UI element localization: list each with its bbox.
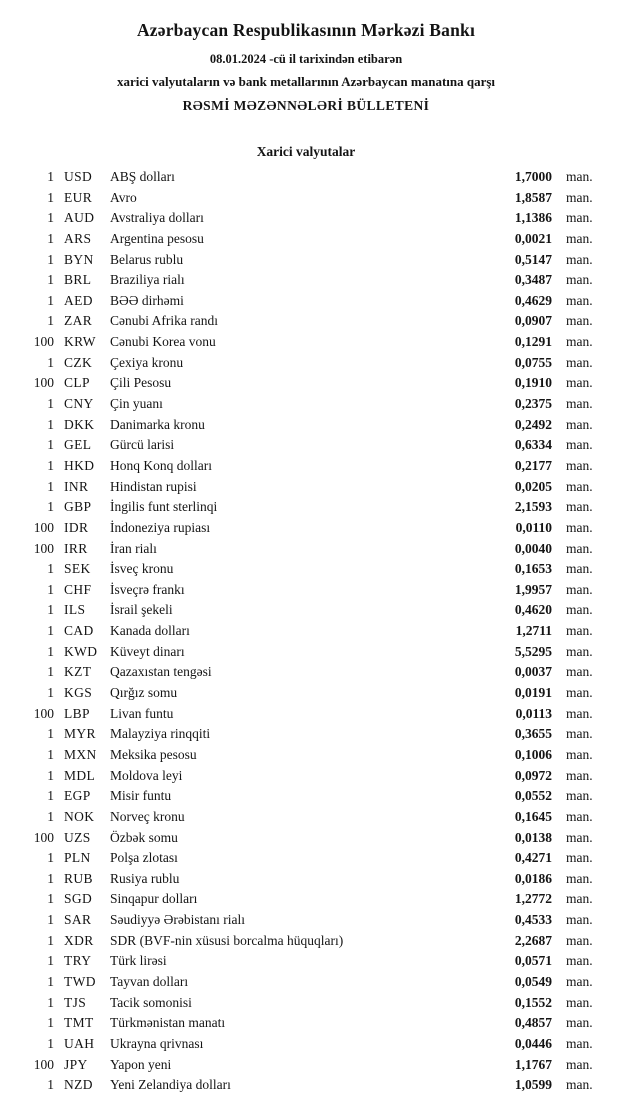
currency-row — [14, 1055, 598, 1076]
currency-row — [14, 786, 598, 807]
row-code: ILS — [64, 602, 86, 618]
currency-row — [14, 539, 598, 560]
currency-row — [14, 662, 598, 683]
row-name: Çexiya kronu — [110, 354, 184, 370]
row-qty: 1 — [47, 788, 54, 804]
row-name: Türkmənistan manatı — [110, 1015, 226, 1031]
currency-row — [14, 683, 598, 704]
row-unit: man. — [566, 623, 593, 639]
row-qty: 100 — [33, 1056, 54, 1072]
currency-row — [14, 869, 598, 890]
row-rate: 0,4629 — [514, 292, 552, 308]
row-qty: 1 — [47, 396, 54, 412]
row-qty: 1 — [47, 664, 54, 680]
row-rate: 0,2177 — [514, 457, 552, 473]
row-rate: 0,0571 — [514, 953, 552, 969]
row-name: İsveçrə frankı — [110, 581, 185, 597]
row-code: HKD — [64, 457, 95, 473]
row-rate: 0,4271 — [514, 850, 552, 866]
row-code: USD — [64, 169, 93, 184]
row-rate: 5,5295 — [514, 643, 552, 659]
row-name: Malayziya rinqqiti — [110, 726, 211, 742]
row-name: Misir funtu — [110, 788, 172, 804]
currency-row — [14, 311, 598, 332]
currency-row — [14, 229, 598, 250]
currency-row — [14, 291, 598, 312]
row-qty: 1 — [47, 169, 54, 184]
row-code: EUR — [64, 189, 93, 205]
row-unit: man. — [566, 561, 593, 577]
row-name: Qazaxıstan tengəsi — [110, 664, 212, 680]
bulletin-title: RƏSMİ MƏZƏNNƏLƏRİ BÜLLETENİ — [182, 98, 430, 113]
row-code: CNY — [64, 396, 94, 412]
row-rate: 0,4620 — [514, 602, 552, 618]
currency-row — [14, 745, 598, 766]
row-unit: man. — [566, 230, 593, 246]
row-unit: man. — [566, 251, 593, 267]
row-qty: 100 — [33, 519, 54, 535]
row-qty: 1 — [47, 685, 54, 701]
row-code: EGP — [64, 788, 91, 804]
row-code: MXN — [64, 746, 97, 762]
row-unit: man. — [566, 891, 593, 907]
currency-row — [14, 559, 598, 580]
row-code: CAD — [64, 623, 94, 639]
row-qty: 1 — [47, 230, 54, 246]
row-name: Norveç kronu — [110, 808, 185, 824]
row-qty: 1 — [47, 292, 54, 308]
row-name: Danimarka kronu — [110, 416, 205, 432]
row-name: Belarus rublu — [110, 251, 184, 267]
row-unit: man. — [566, 499, 593, 515]
currency-row — [14, 910, 598, 931]
row-code: GBP — [64, 499, 92, 515]
row-code: IDR — [64, 519, 89, 535]
row-qty: 1 — [47, 499, 54, 515]
row-rate: 0,0113 — [515, 705, 552, 721]
row-name: Braziliya rialı — [110, 272, 185, 288]
currency-row — [14, 415, 598, 436]
row-qty: 1 — [47, 850, 54, 866]
row-qty: 1 — [47, 437, 54, 453]
row-qty: 100 — [33, 705, 54, 721]
row-rate: 0,2375 — [514, 396, 552, 412]
row-code: TJS — [64, 994, 87, 1010]
currency-row — [14, 1075, 598, 1096]
currency-row — [14, 373, 598, 394]
row-name: Yapon yeni — [110, 1056, 172, 1072]
row-qty: 100 — [33, 334, 54, 350]
row-unit: man. — [566, 973, 593, 989]
row-rate: 1,2711 — [515, 623, 552, 639]
row-qty: 1 — [47, 354, 54, 370]
currency-row — [14, 1034, 598, 1055]
row-name: Rusiya rublu — [110, 870, 180, 886]
row-name: İran rialı — [110, 540, 157, 556]
row-name: Özbək somu — [110, 829, 178, 845]
row-qty: 1 — [47, 932, 54, 948]
row-code: TMT — [64, 1015, 94, 1031]
row-code: ZAR — [64, 313, 93, 329]
currency-row — [14, 518, 598, 539]
row-qty: 1 — [47, 643, 54, 659]
row-name: Hindistan rupisi — [110, 478, 197, 494]
row-code: MYR — [64, 726, 96, 742]
row-unit: man. — [566, 602, 593, 618]
row-unit: man. — [566, 581, 593, 597]
row-code: KWD — [64, 643, 98, 659]
row-unit: man. — [566, 519, 593, 535]
row-name: SDR (BVF-nin xüsusi borcalma hüquqları) — [110, 932, 344, 948]
row-qty: 1 — [47, 746, 54, 762]
row-code: SAR — [64, 912, 92, 928]
row-rate: 0,0110 — [515, 519, 552, 535]
row-qty: 1 — [47, 457, 54, 473]
row-qty: 1 — [47, 870, 54, 886]
row-name: Çili Pesosu — [110, 375, 172, 391]
row-code: CHF — [64, 581, 92, 597]
row-qty: 1 — [47, 581, 54, 597]
row-name: Qırğız somu — [110, 685, 178, 701]
row-qty: 1 — [47, 1077, 54, 1093]
row-name: Polşa zlotası — [110, 850, 178, 866]
row-qty: 1 — [47, 767, 54, 783]
row-qty: 100 — [33, 540, 54, 556]
row-name: İsrail şekeli — [110, 602, 173, 618]
rates-table — [14, 167, 598, 1096]
row-rate: 0,4857 — [514, 1015, 552, 1031]
row-qty: 1 — [47, 808, 54, 824]
row-code: SEK — [64, 561, 91, 577]
row-name: Cənubi Afrika randı — [110, 313, 218, 329]
currency-row — [14, 931, 598, 952]
row-qty: 1 — [47, 210, 54, 226]
currency-row — [14, 394, 598, 415]
row-rate: 0,1910 — [514, 375, 552, 391]
row-code: LBP — [64, 705, 90, 721]
row-name: Kanada dolları — [110, 623, 190, 639]
row-unit: man. — [566, 994, 593, 1010]
row-code: SGD — [64, 891, 93, 907]
row-name: Tayvan dolları — [110, 973, 189, 989]
row-unit: man. — [566, 912, 593, 928]
currency-row — [14, 828, 598, 849]
row-qty: 1 — [47, 726, 54, 742]
row-qty: 1 — [47, 189, 54, 205]
row-code: AED — [64, 292, 93, 308]
row-name: Argentina pesosu — [110, 230, 204, 246]
row-code: UZS — [64, 829, 91, 845]
row-unit: man. — [566, 643, 593, 659]
currency-row — [14, 807, 598, 828]
row-unit: man. — [566, 478, 593, 494]
currency-row — [14, 188, 598, 209]
row-rate: 0,6334 — [514, 437, 552, 453]
row-unit: man. — [566, 953, 593, 969]
row-name: Tacik somonisi — [110, 994, 192, 1010]
row-name: Ukrayna qrivnası — [110, 1035, 204, 1051]
row-rate: 0,1653 — [514, 561, 552, 577]
row-rate: 0,0549 — [514, 973, 552, 989]
row-code: INR — [64, 478, 89, 494]
row-name: Livan funtu — [110, 705, 174, 721]
currency-row — [14, 167, 598, 188]
row-qty: 1 — [47, 602, 54, 618]
row-qty: 1 — [47, 1015, 54, 1031]
row-rate: 1,7000 — [514, 169, 552, 184]
row-code: DKK — [64, 416, 95, 432]
currency-row — [14, 208, 598, 229]
row-qty: 1 — [47, 912, 54, 928]
row-unit: man. — [566, 396, 593, 412]
row-name: Sinqapur dolları — [110, 891, 198, 907]
row-rate: 0,0021 — [514, 230, 552, 246]
row-qty: 1 — [47, 561, 54, 577]
row-unit: man. — [566, 416, 593, 432]
row-name: Honq Konq dolları — [110, 457, 212, 473]
currency-row — [14, 477, 598, 498]
currency-row — [14, 848, 598, 869]
row-name: Avro — [110, 189, 137, 205]
section-title-foreign-currencies: Xarici valyutalar — [256, 144, 356, 159]
currency-row — [14, 353, 598, 374]
row-unit: man. — [566, 1077, 593, 1093]
row-code: UAH — [64, 1035, 95, 1051]
row-code: KRW — [64, 334, 96, 350]
row-rate: 0,0552 — [514, 788, 552, 804]
row-code: NZD — [64, 1077, 93, 1093]
row-unit: man. — [566, 1015, 593, 1031]
row-rate: 0,2492 — [514, 416, 552, 432]
row-rate: 0,1291 — [514, 334, 552, 350]
row-rate: 0,3487 — [514, 272, 552, 288]
row-rate: 0,1552 — [514, 994, 552, 1010]
row-name: Türk lirəsi — [110, 953, 167, 969]
row-rate: 1,1767 — [514, 1056, 552, 1072]
row-name: İngilis funt sterlinqi — [110, 499, 218, 515]
row-name: İndoneziya rupiası — [110, 519, 211, 535]
row-unit: man. — [566, 746, 593, 762]
row-code: GEL — [64, 437, 92, 453]
currency-row — [14, 497, 598, 518]
row-name: Moldova leyi — [110, 767, 183, 783]
row-unit: man. — [566, 1056, 593, 1072]
row-qty: 100 — [33, 829, 54, 845]
currency-row — [14, 642, 598, 663]
row-code: ARS — [64, 230, 92, 246]
row-unit: man. — [566, 705, 593, 721]
row-code: BRL — [64, 272, 92, 288]
row-rate: 0,4533 — [514, 912, 552, 928]
row-name: Səudiyyə Ərəbistanı rialı — [110, 912, 245, 928]
row-unit: man. — [566, 169, 593, 184]
row-rate: 0,0037 — [514, 664, 552, 680]
row-name: ABŞ dolları — [110, 169, 175, 184]
row-unit: man. — [566, 932, 593, 948]
row-name: Küveyt dinarı — [110, 643, 185, 659]
row-rate: 0,0755 — [514, 354, 552, 370]
row-rate: 0,0907 — [514, 313, 552, 329]
row-rate: 0,3655 — [514, 726, 552, 742]
row-code: CZK — [64, 354, 93, 370]
row-rate: 0,0972 — [514, 767, 552, 783]
currency-row — [14, 704, 598, 725]
row-rate: 1,1386 — [514, 210, 552, 226]
currency-row — [14, 435, 598, 456]
currency-row — [14, 724, 598, 745]
currency-row — [14, 456, 598, 477]
row-code: PLN — [64, 850, 91, 866]
row-code: BYN — [64, 251, 94, 267]
row-unit: man. — [566, 788, 593, 804]
row-name: Meksika pesosu — [110, 746, 197, 762]
row-name: Yeni Zelandiya dolları — [110, 1077, 231, 1093]
row-unit: man. — [566, 272, 593, 288]
row-unit: man. — [566, 210, 593, 226]
row-unit: man. — [566, 375, 593, 391]
row-qty: 1 — [47, 313, 54, 329]
currency-row — [14, 1013, 598, 1034]
row-unit: man. — [566, 726, 593, 742]
row-unit: man. — [566, 808, 593, 824]
row-code: JPY — [64, 1056, 88, 1072]
row-name: İsveç kronu — [110, 561, 174, 577]
row-code: KZT — [64, 664, 92, 680]
row-code: TWD — [64, 973, 96, 989]
bulletin-subtitle: xarici valyutaların və bank metallarının Azərbaycan manatına qarşı — [116, 74, 496, 89]
row-unit: man. — [566, 334, 593, 350]
row-name: Gürcü larisi — [110, 437, 175, 453]
row-rate: 0,1645 — [514, 808, 552, 824]
row-rate: 0,0191 — [514, 685, 552, 701]
row-qty: 1 — [47, 891, 54, 907]
currency-row — [14, 621, 598, 642]
currency-row — [14, 951, 598, 972]
row-unit: man. — [566, 540, 593, 556]
currency-row — [14, 600, 598, 621]
currency-row — [14, 270, 598, 291]
row-name: Çin yuanı — [110, 396, 163, 412]
row-code: MDL — [64, 767, 96, 783]
row-unit: man. — [566, 292, 593, 308]
row-unit: man. — [566, 1035, 593, 1051]
row-rate: 0,0446 — [514, 1035, 552, 1051]
row-code: XDR — [64, 932, 94, 948]
row-rate: 2,1593 — [514, 499, 552, 515]
row-name: BƏƏ dirhəmi — [110, 292, 184, 308]
row-qty: 1 — [47, 953, 54, 969]
row-unit: man. — [566, 870, 593, 886]
row-unit: man. — [566, 189, 593, 205]
row-code: NOK — [64, 808, 95, 824]
row-code: RUB — [64, 870, 93, 886]
row-qty: 1 — [47, 994, 54, 1010]
row-rate: 1,8587 — [514, 189, 552, 205]
row-rate: 2,2687 — [514, 932, 552, 948]
row-name: Avstraliya dolları — [110, 210, 204, 226]
row-qty: 100 — [33, 375, 54, 391]
row-unit: man. — [566, 354, 593, 370]
row-code: TRY — [64, 953, 92, 969]
row-qty: 1 — [47, 416, 54, 432]
row-unit: man. — [566, 850, 593, 866]
row-qty: 1 — [47, 478, 54, 494]
row-rate: 0,0205 — [514, 478, 552, 494]
currency-row — [14, 766, 598, 787]
row-unit: man. — [566, 457, 593, 473]
currency-row — [14, 972, 598, 993]
row-code: CLP — [64, 375, 90, 391]
row-rate: 1,9957 — [514, 581, 552, 597]
effective-date-line: 08.01.2024 -cü il tarixindən etibarən — [209, 52, 403, 66]
row-qty: 1 — [47, 973, 54, 989]
row-code: IRR — [64, 540, 88, 556]
row-rate: 1,2772 — [514, 891, 552, 907]
row-name: Cənubi Korea vonu — [110, 334, 216, 350]
row-qty: 1 — [47, 1035, 54, 1051]
row-rate: 0,0186 — [514, 870, 552, 886]
currency-row — [14, 332, 598, 353]
currency-row — [14, 580, 598, 601]
currency-row — [14, 889, 598, 910]
row-rate: 1,0599 — [514, 1077, 552, 1093]
currency-row — [14, 993, 598, 1014]
row-qty: 1 — [47, 623, 54, 639]
bank-name: Azərbaycan Respublikasının Mərkəzi Bankı — [136, 20, 476, 40]
row-unit: man. — [566, 313, 593, 329]
bulletin-header — [14, 20, 598, 114]
row-unit: man. — [566, 664, 593, 680]
row-rate: 0,0040 — [514, 540, 552, 556]
currency-row — [14, 250, 598, 271]
row-code: AUD — [64, 210, 95, 226]
row-qty: 1 — [47, 251, 54, 267]
row-unit: man. — [566, 685, 593, 701]
row-rate: 0,0138 — [514, 829, 552, 845]
row-unit: man. — [566, 829, 593, 845]
row-qty: 1 — [47, 272, 54, 288]
row-code: KGS — [64, 685, 93, 701]
row-unit: man. — [566, 767, 593, 783]
row-unit: man. — [566, 437, 593, 453]
row-rate: 0,5147 — [514, 251, 552, 267]
row-rate: 0,1006 — [514, 746, 552, 762]
